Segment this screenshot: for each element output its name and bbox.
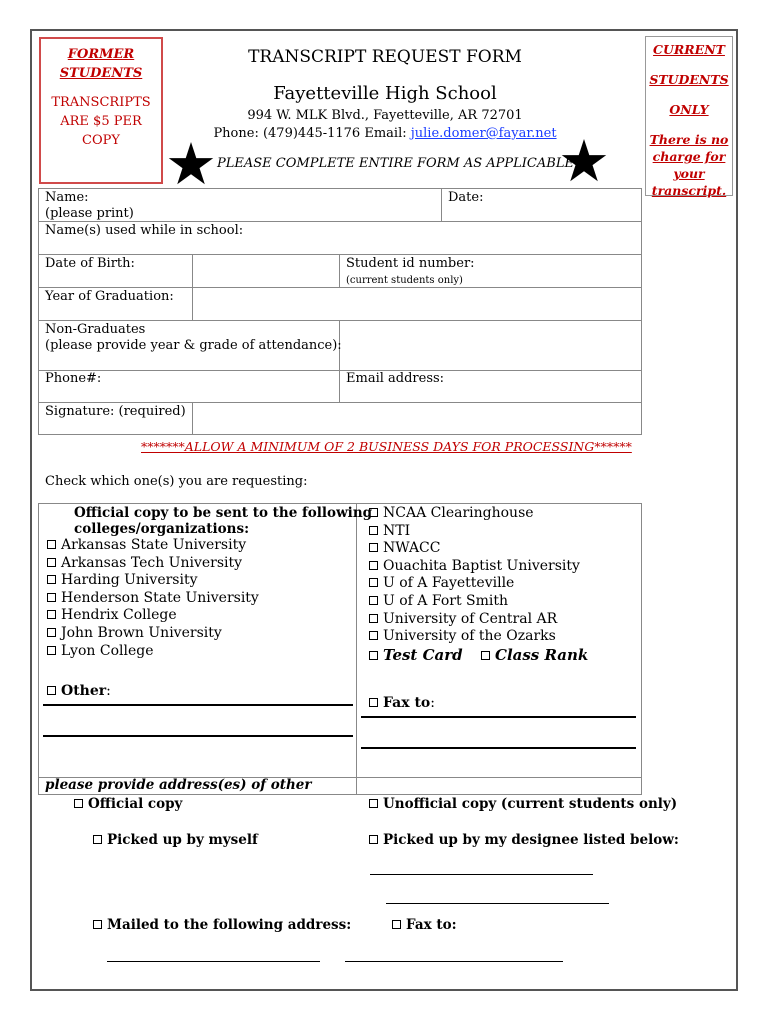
school-address: 994 W. MLK Blvd., Fayetteville, AR 72701 bbox=[247, 108, 523, 123]
institution-label: Arkansas State University bbox=[61, 537, 247, 553]
checkbox-icon[interactable] bbox=[74, 799, 83, 808]
institution-label: NTI bbox=[383, 522, 411, 539]
checkbox-icon[interactable] bbox=[47, 686, 56, 695]
institution-option[interactable] bbox=[369, 558, 580, 576]
institution-label: University of Central AR bbox=[383, 610, 558, 627]
picked-designee-option[interactable]: Picked up by my designee listed below: bbox=[369, 832, 679, 848]
checkbox-icon[interactable] bbox=[369, 543, 378, 552]
institution-label: Arkansas Tech University bbox=[61, 554, 243, 571]
designee-line-2[interactable] bbox=[386, 903, 609, 904]
check-prompt: Check which one(s) you are requesting: bbox=[45, 474, 308, 489]
checkbox-icon[interactable] bbox=[369, 561, 378, 570]
institution-option[interactable] bbox=[369, 593, 580, 611]
institution-option[interactable] bbox=[47, 572, 259, 590]
current-note-3: your bbox=[673, 166, 705, 181]
star-icon: ★ bbox=[558, 127, 610, 195]
current-label-2: STUDENTS bbox=[649, 72, 729, 87]
date-label: Date: bbox=[448, 190, 484, 205]
star-icon: ★ bbox=[165, 130, 217, 198]
current-note-2: charge for bbox=[652, 149, 726, 164]
checkbox-icon[interactable] bbox=[369, 835, 378, 844]
processing-notice: *******ALLOW A MINIMUM OF 2 BUSINESS DAYS FOR PROCESSING****** bbox=[141, 439, 632, 454]
checkbox-icon[interactable] bbox=[47, 610, 56, 619]
year-grad-label: Year of Graduation: bbox=[45, 289, 174, 304]
fax-to-option[interactable]: Fax to: bbox=[392, 917, 457, 933]
institution-label: John Brown University bbox=[61, 624, 222, 641]
institution-label: Ouachita Baptist University bbox=[383, 557, 580, 574]
signature-field[interactable] bbox=[194, 404, 638, 432]
date-field[interactable] bbox=[446, 196, 636, 216]
institution-label: NWACC bbox=[383, 540, 441, 557]
institution-label: NCAA Clearinghouse bbox=[383, 505, 534, 521]
fax-option[interactable]: Fax to: bbox=[369, 695, 435, 711]
address-note: please provide address(es) of other bbox=[45, 777, 312, 793]
other-line-2[interactable] bbox=[43, 735, 353, 737]
left-institution-list bbox=[47, 537, 259, 660]
non-grad-label: Non-Graduates (please provide year & grade of attendance): bbox=[45, 322, 342, 353]
checkbox-icon[interactable] bbox=[369, 526, 378, 535]
institution-option[interactable] bbox=[47, 537, 259, 555]
current-label-1: CURRENT bbox=[653, 42, 725, 57]
institution-label: U of A Fort Smith bbox=[383, 592, 509, 609]
student-id-note: (current students only) bbox=[346, 275, 463, 286]
checkbox-icon[interactable] bbox=[369, 698, 378, 707]
checkbox-icon[interactable] bbox=[369, 631, 378, 640]
institution-label: Lyon College bbox=[61, 642, 154, 659]
other-line-1[interactable] bbox=[43, 704, 353, 706]
institution-label: Hendrix College bbox=[61, 607, 177, 624]
checkbox-icon[interactable] bbox=[47, 646, 56, 655]
current-label-3: ONLY bbox=[669, 102, 709, 117]
other-option[interactable]: Other: bbox=[47, 683, 111, 699]
dob-field[interactable] bbox=[194, 256, 336, 284]
institution-option[interactable] bbox=[369, 611, 580, 629]
name-label: Name: (please print) bbox=[45, 190, 134, 221]
former-label-1: FORMER bbox=[67, 47, 135, 62]
checkbox-icon[interactable] bbox=[369, 614, 378, 623]
institution-option[interactable] bbox=[369, 523, 580, 541]
designee-line-1[interactable] bbox=[370, 874, 593, 875]
checkbox-icon[interactable] bbox=[47, 558, 56, 567]
institution-option[interactable] bbox=[47, 625, 259, 643]
institution-option[interactable] bbox=[369, 505, 580, 523]
dob-label: Date of Birth: bbox=[45, 256, 135, 271]
mail-address-line[interactable] bbox=[107, 961, 320, 962]
checkbox-icon[interactable] bbox=[369, 799, 378, 808]
institution-option[interactable] bbox=[47, 590, 259, 608]
phone-field[interactable] bbox=[105, 372, 335, 400]
unofficial-copy-option[interactable]: Unofficial copy (current students only) bbox=[369, 796, 677, 812]
checkbox-icon[interactable] bbox=[369, 596, 378, 605]
form-title: TRANSCRIPT REQUEST FORM bbox=[248, 47, 522, 67]
year-grad-field[interactable] bbox=[194, 289, 638, 317]
student-id-label: Student id number: (current students only) bbox=[346, 256, 475, 286]
institution-option[interactable] bbox=[47, 607, 259, 625]
right-institution-list bbox=[369, 505, 580, 646]
checkbox-icon[interactable] bbox=[93, 920, 102, 929]
institution-label: Harding University bbox=[61, 572, 198, 589]
former-fee-3: COPY bbox=[82, 133, 120, 148]
checkbox-icon[interactable] bbox=[47, 628, 56, 637]
institution-option[interactable] bbox=[47, 643, 259, 661]
student-id-field[interactable] bbox=[470, 256, 638, 284]
checkbox-icon[interactable] bbox=[369, 578, 378, 587]
phone-label: Phone#: bbox=[45, 371, 102, 386]
class-rank-option[interactable]: Class Rank bbox=[481, 646, 588, 664]
signature-label: Signature: (required) bbox=[45, 404, 186, 419]
checkbox-icon[interactable] bbox=[481, 651, 490, 660]
institution-label: U of A Fayetteville bbox=[383, 575, 515, 592]
form-instruction: PLEASE COMPLETE ENTIRE FORM AS APPLICABLE bbox=[217, 156, 574, 171]
checkbox-icon[interactable] bbox=[47, 593, 56, 602]
test-card-option[interactable]: Test Card bbox=[369, 646, 463, 664]
school-name: Fayetteville High School bbox=[273, 83, 497, 104]
official-copy-option[interactable]: Official copy bbox=[74, 796, 182, 812]
name-field[interactable] bbox=[43, 196, 438, 216]
institution-option[interactable] bbox=[47, 555, 259, 573]
fax-line-1[interactable] bbox=[361, 716, 636, 718]
email-label: Email address: bbox=[346, 371, 445, 386]
fax-number-line[interactable] bbox=[345, 961, 563, 962]
non-grad-field[interactable] bbox=[341, 322, 638, 368]
current-note-4: transcript. bbox=[651, 183, 727, 198]
former-fee-2: ARE $5 PER bbox=[60, 114, 142, 129]
checkbox-icon[interactable] bbox=[369, 508, 378, 517]
email-link[interactable]: julie.domer@fayar.net bbox=[410, 126, 557, 141]
institution-label: University of the Ozarks bbox=[383, 628, 556, 645]
former-fee-1: TRANSCRIPTS bbox=[51, 95, 151, 110]
email-field[interactable] bbox=[440, 372, 638, 400]
former-label-2: STUDENTS bbox=[59, 66, 143, 81]
checkbox-icon[interactable] bbox=[47, 575, 56, 584]
checkbox-icon[interactable] bbox=[392, 920, 401, 929]
institution-option[interactable] bbox=[369, 575, 580, 593]
official-heading: Official copy to be sent to the following colleges/organizations: bbox=[74, 505, 373, 537]
checkbox-icon[interactable] bbox=[369, 651, 378, 660]
mailed-option[interactable]: Mailed to the following address: bbox=[93, 917, 351, 933]
fax-line-2[interactable] bbox=[361, 747, 636, 749]
institution-label: Henderson State University bbox=[61, 589, 259, 606]
institution-option[interactable] bbox=[369, 540, 580, 558]
checkbox-icon[interactable] bbox=[47, 540, 56, 549]
institution-option[interactable] bbox=[369, 628, 580, 646]
current-note-1: There is no bbox=[649, 132, 729, 147]
picked-self-option[interactable]: Picked up by myself bbox=[93, 832, 258, 848]
names-used-label: Name(s) used while in school: bbox=[45, 223, 244, 238]
contact-line: Phone: (479)445-1176 Email: julie.domer@fayar.net bbox=[213, 126, 557, 141]
checkbox-icon[interactable] bbox=[93, 835, 102, 844]
names-used-field[interactable] bbox=[245, 224, 635, 250]
